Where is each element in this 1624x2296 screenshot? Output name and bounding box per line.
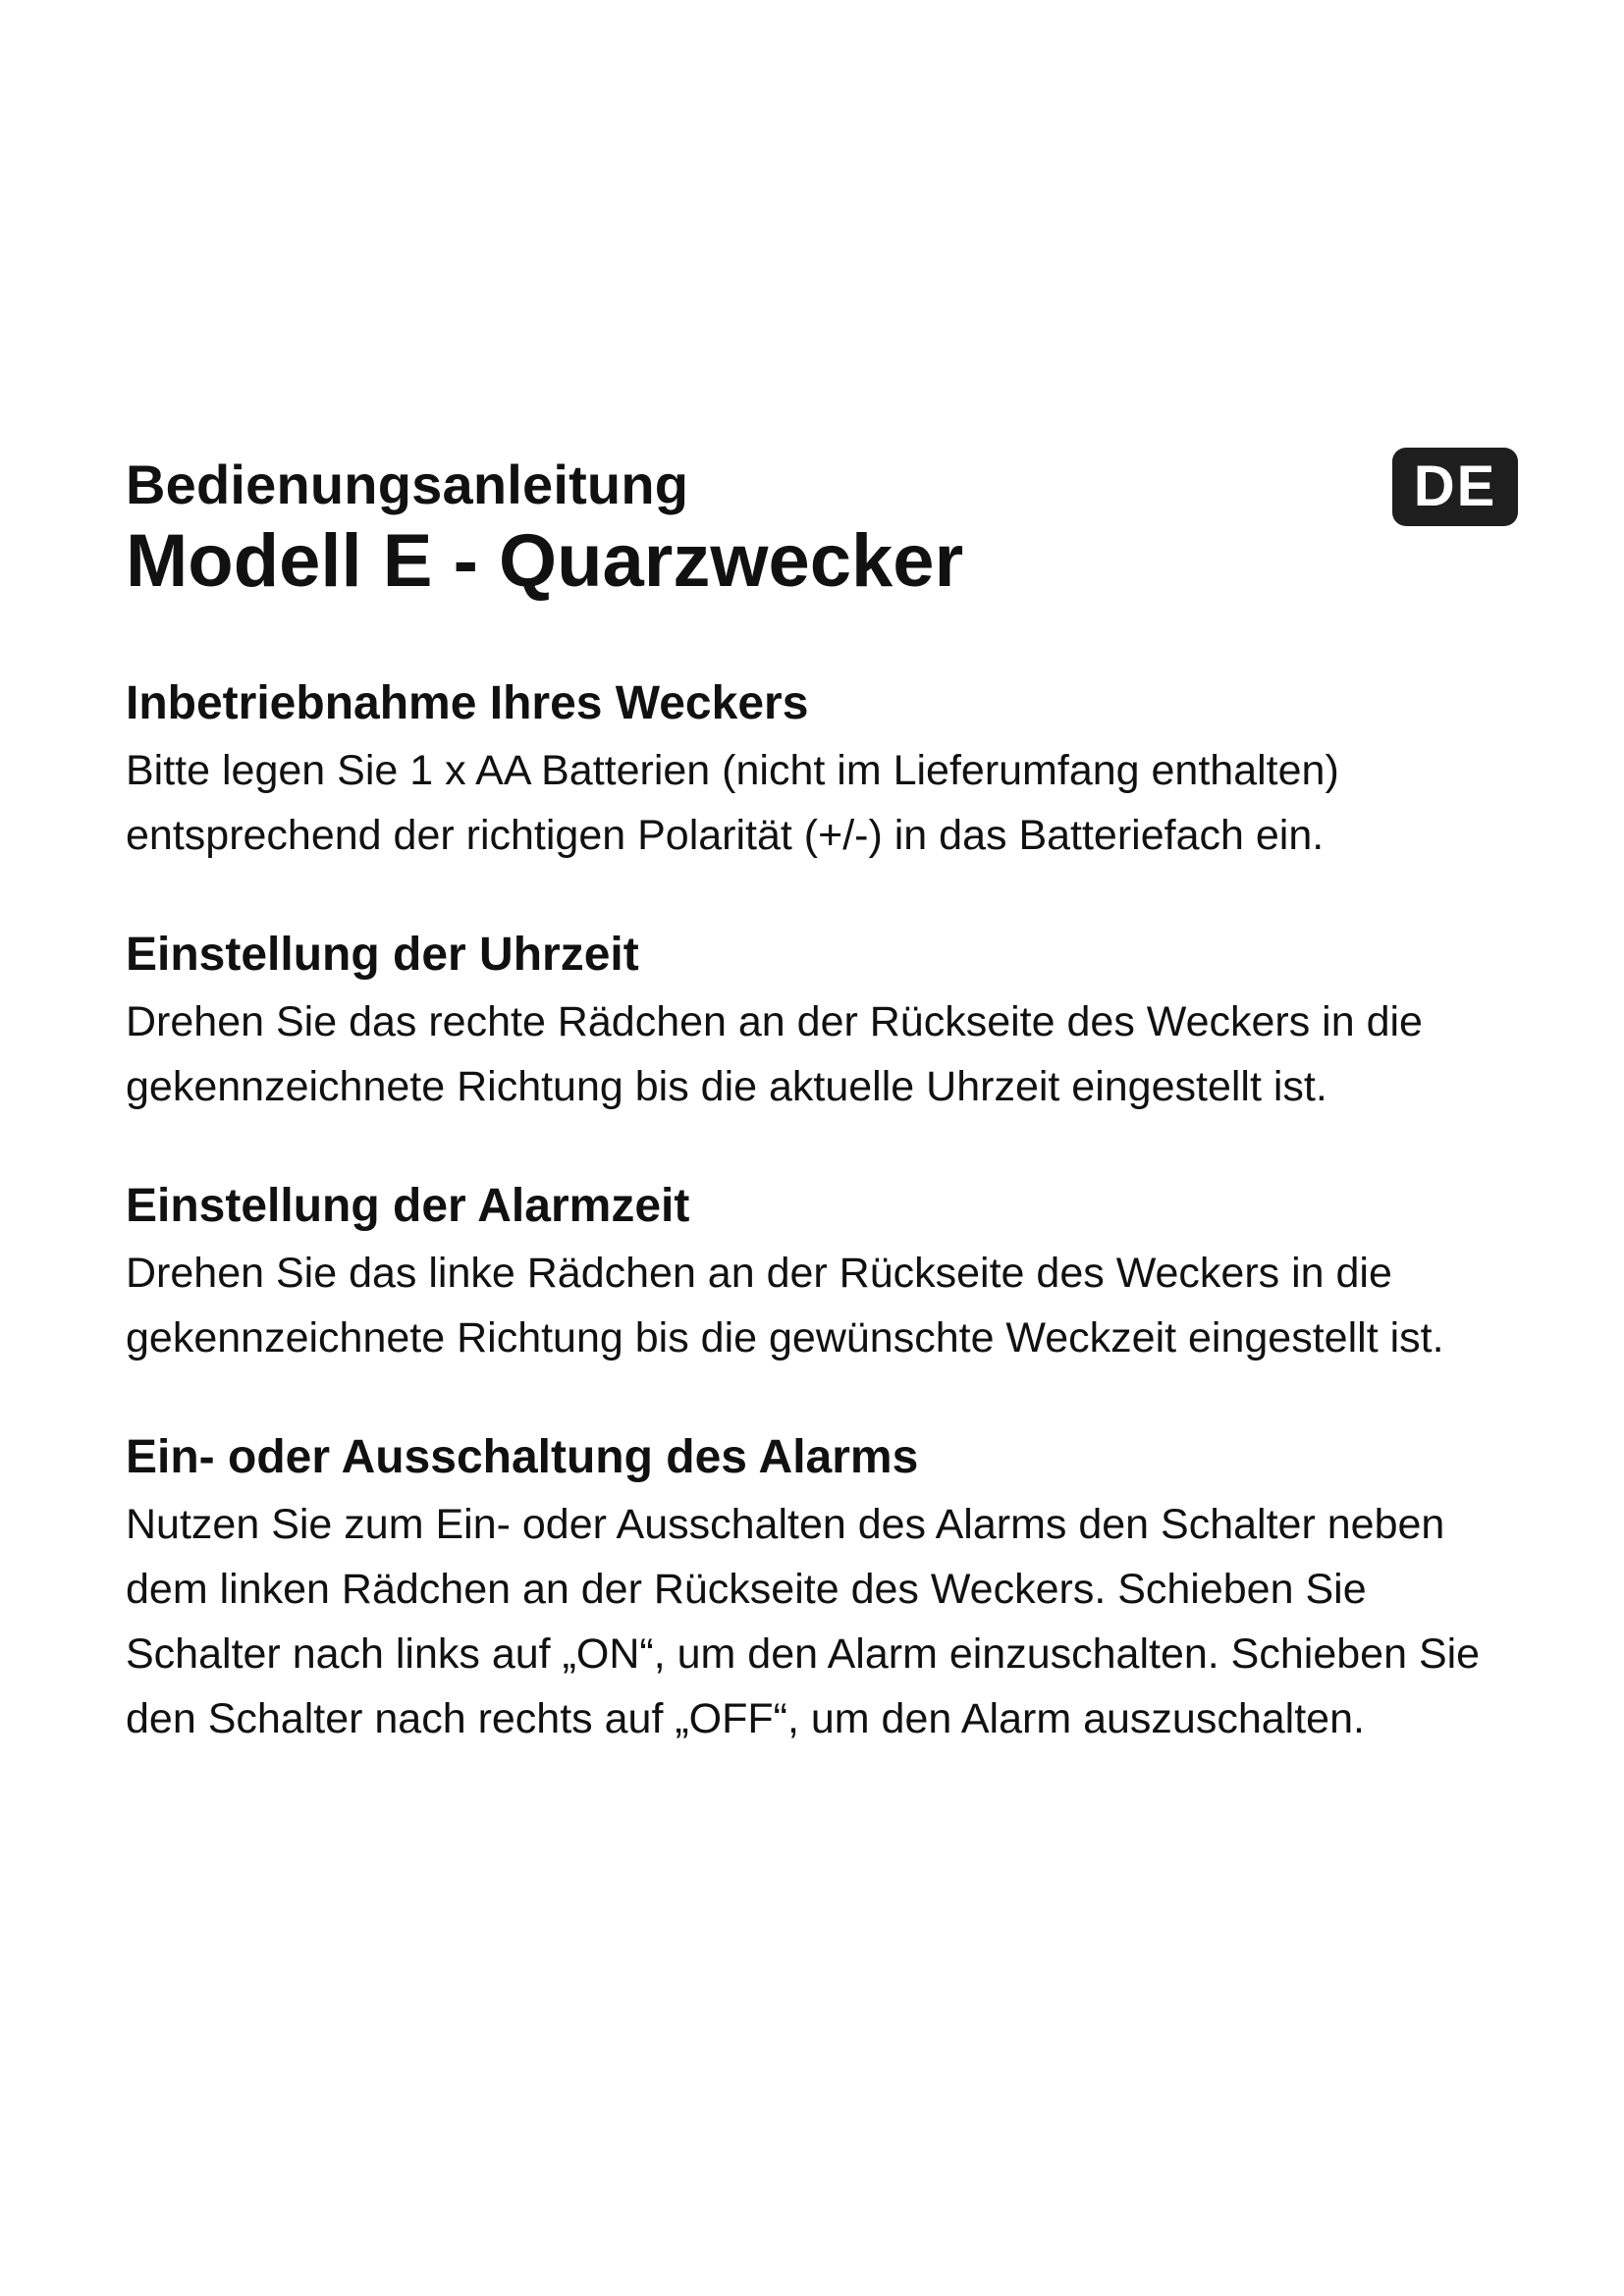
section-alarm-switch bbox=[126, 1429, 1520, 1751]
document-page bbox=[126, 454, 1520, 1810]
section-alarm-setting bbox=[126, 1178, 1520, 1370]
section-heading: Inbetriebnahme Ihres Weckers bbox=[126, 677, 809, 729]
section-text: Drehen Sie das rechte Rädchen an der Rückseite des Weckers in die gekennzeichnete Richtung bis die aktuelle Uhrzeit eingestellt ist. bbox=[126, 998, 1423, 1110]
section-heading: Einstellung der Alarmzeit bbox=[126, 1180, 690, 1232]
section-heading: Einstellung der Uhrzeit bbox=[126, 929, 639, 981]
section-time-setting bbox=[126, 927, 1520, 1119]
instruction-sections bbox=[126, 675, 1520, 1751]
section-text: Nutzen Sie zum Ein- oder Ausschalten des Alarms den Schalter neben dem linken Rädchen an der Rückseite des Weckers. Schieben Sie Schalter nach links auf „ON“, um den Alarm einzuschalten. Schieben Sie den Schalter nach rechts auf „OFF“, um den Alarm auszuschalten. bbox=[126, 1501, 1481, 1742]
section-setup bbox=[126, 675, 1520, 868]
section-text: Drehen Sie das linke Rädchen an der Rückseite des Weckers in die gekennzeichnete Richtung bis die gewünschte Weckzeit eingestellt ist. bbox=[126, 1250, 1444, 1362]
section-text: Bitte legen Sie 1 x AA Batterien (nicht im Lieferumfang enthalten) entsprechend der richtigen Polarität (+/-) in das Batteriefach ein. bbox=[126, 747, 1339, 859]
section-heading: Ein- oder Ausschaltung des Alarms bbox=[126, 1431, 919, 1483]
language-badge: DE bbox=[1392, 448, 1518, 526]
document-type-label: Bedienungsanleitung bbox=[126, 454, 689, 515]
document-title: Modell E - Quarzwecker bbox=[126, 519, 964, 603]
